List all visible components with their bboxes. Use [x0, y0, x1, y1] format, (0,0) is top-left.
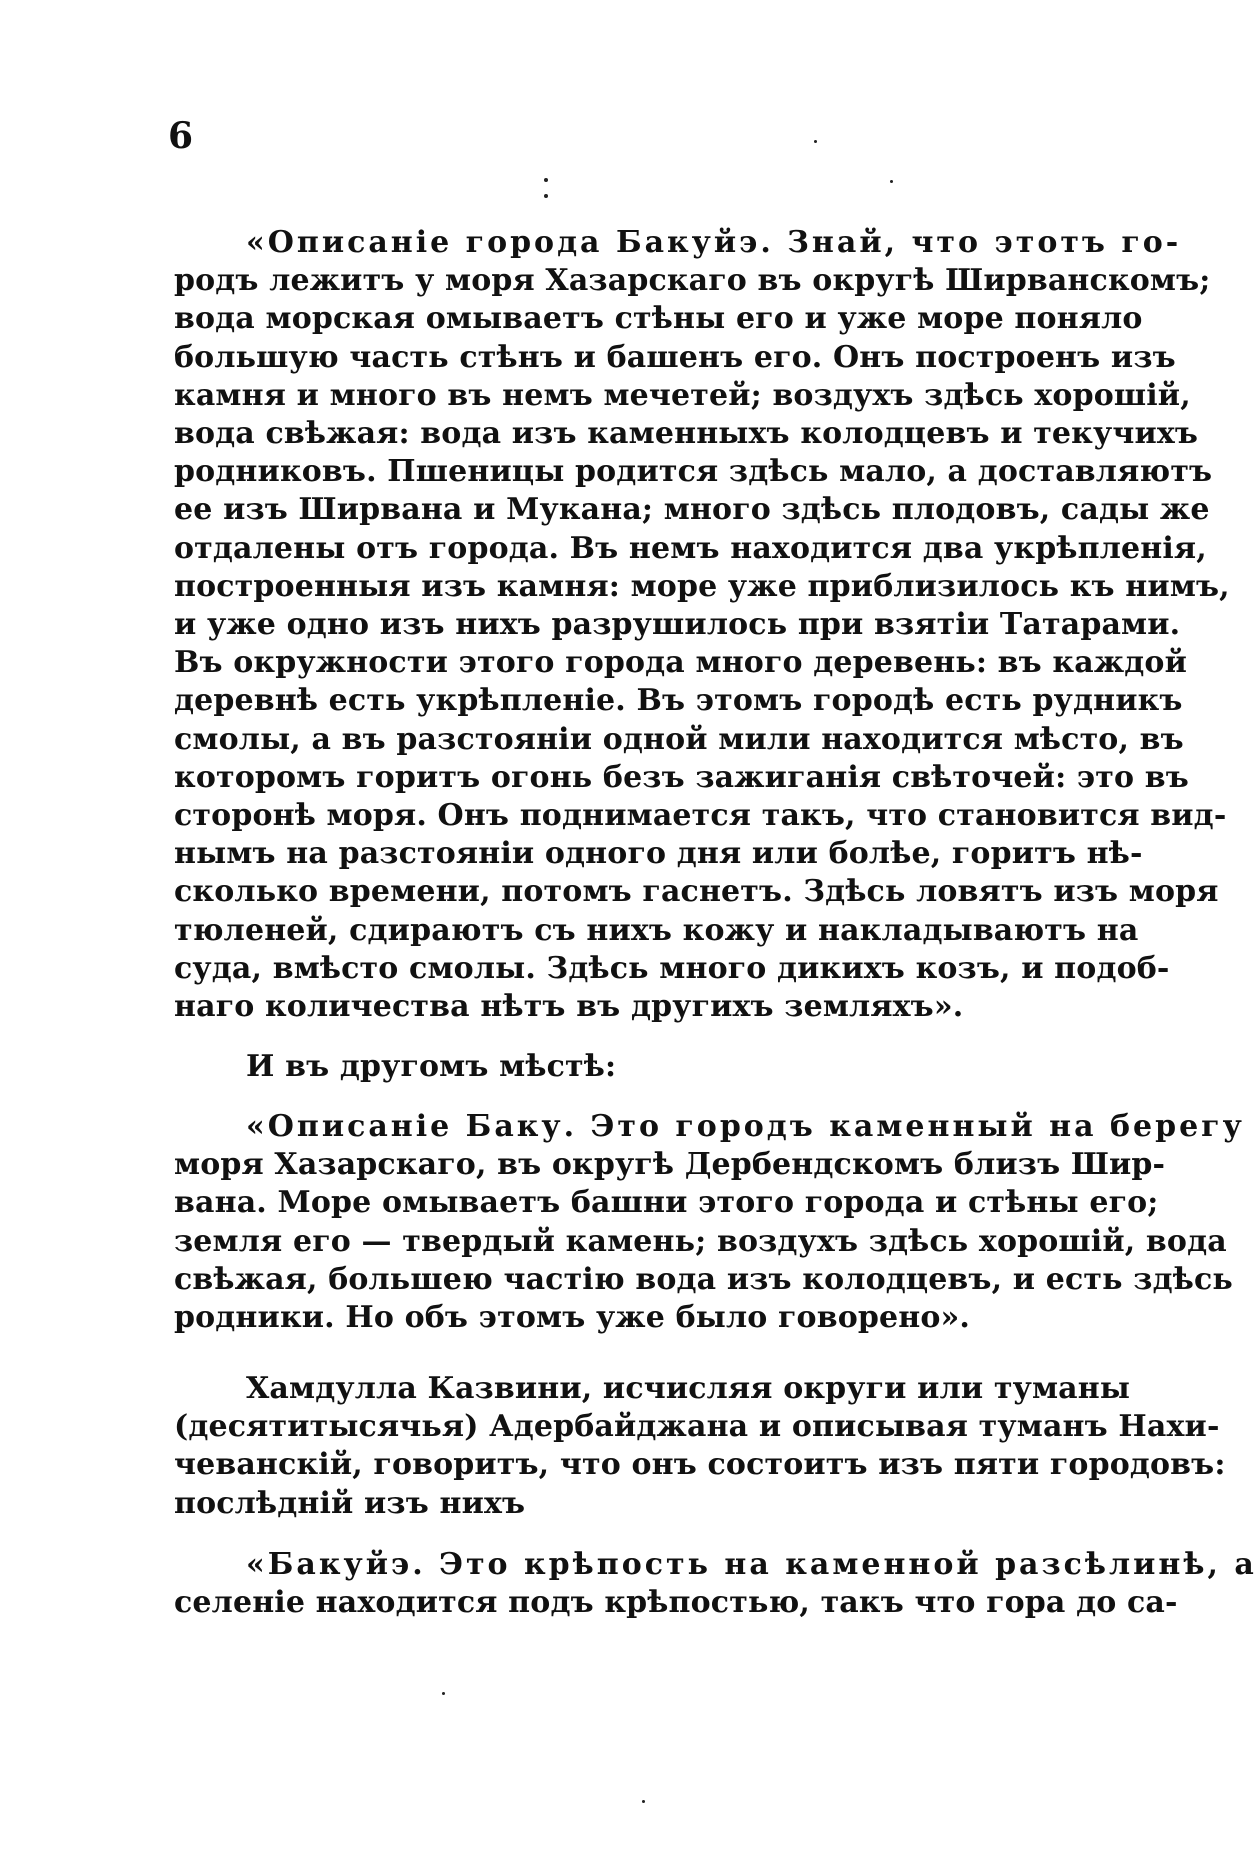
scan-speck: [642, 1800, 645, 1803]
text-line: родъ лежитъ у моря Хазарскаго въ округѣ Ширванскомъ;: [174, 263, 1211, 299]
text-line: наго количества нѣтъ въ другихъ земляхъ».: [174, 989, 964, 1025]
text-line: смолы, а въ разстояніи одной мили находится мѣсто, въ: [174, 721, 1184, 757]
text-line: вода свѣжая: вода изъ каменныхъ колодцевъ и текучихъ: [174, 416, 1199, 452]
text-line: суда, вмѣсто смолы. Здѣсь много дикихъ козъ, и подоб-: [174, 950, 1170, 986]
paragraph-hamdullah: [174, 1370, 1226, 1523]
text-line: камня и много въ немъ мечетей; воздухъ здѣсь хорошій,: [174, 377, 1191, 413]
text-line: родники. Но объ этомъ уже было говорено».: [174, 1300, 970, 1336]
text-line: И въ другомъ мѣстѣ:: [246, 1049, 617, 1084]
text-line: послѣдній изъ нихъ: [174, 1485, 526, 1521]
text-line: нымъ на разстояніи одного дня или болѣе, горитъ нѣ-: [174, 836, 1143, 872]
paragraph-bakuye-fortress: [174, 1546, 1257, 1622]
text-line: вода морская омываетъ стѣны его и уже море поняло: [174, 301, 1143, 337]
text-line: деревнѣ есть укрѣпленіе. Въ этомъ городѣ есть рудникъ: [174, 683, 1183, 719]
text-line: родниковъ. Пшеницы родится здѣсь мало, а доставляютъ: [174, 454, 1213, 490]
text-line: «Бакуйэ. Это крѣпость на каменной разсѣлинѣ, а: [246, 1547, 1257, 1582]
text-line: вана. Море омываетъ башни этого города и стѣны его;: [174, 1185, 1159, 1221]
text-line: «Описаніе Баку. Это городъ каменный на берегу: [246, 1109, 1245, 1144]
text-line: чеванскій, говоритъ, что онъ состоитъ изъ пяти городовъ:: [174, 1447, 1226, 1483]
text-line: отдалены отъ города. Въ немъ находится два укрѣпленія,: [174, 530, 1207, 566]
text-line: «Описаніе города Бакуйэ. Знай, что этотъ го-: [246, 225, 1182, 260]
text-line: построенныя изъ камня: море уже приблизилось къ нимъ,: [174, 568, 1230, 604]
scan-speck: [544, 194, 548, 198]
scan-speck: [814, 140, 817, 143]
text-line: большую часть стѣнъ и башенъ его. Онъ построенъ изъ: [174, 339, 1176, 375]
text-line: (десятитысячья) Адербайджана и описывая туманъ Нахи-: [174, 1409, 1220, 1445]
text-line: сколько времени, потомъ гаснетъ. Здѣсь ловятъ изъ моря: [174, 874, 1219, 910]
text-line: селеніе находится подъ крѣпостью, такъ что гора до са-: [174, 1585, 1178, 1621]
scan-speck: [890, 180, 893, 183]
text-line: Хамдулла Казвини, исчисляя округи или туманы: [246, 1371, 1131, 1406]
text-line: и уже одно изъ нихъ разрушилось при взятіи Татарами.: [174, 607, 1181, 643]
text-line: моря Хазарскаго, въ округѣ Дербендскомъ близъ Шир-: [174, 1147, 1166, 1183]
text-line: сторонѣ моря. Онъ поднимается такъ, что становится вид-: [174, 798, 1227, 834]
text-line: которомъ горитъ огонь безъ зажиганія свѣточей: это въ: [174, 759, 1189, 795]
scan-speck: [442, 1692, 445, 1695]
text-line: тюленей, сдираютъ съ нихъ кожу и накладываютъ на: [174, 912, 1139, 948]
text-line: Въ окружности этого города много деревень: въ каждой: [174, 645, 1187, 681]
text-line: свѣжая, большею частію вода изъ колодцевъ, и есть здѣсь: [174, 1261, 1233, 1297]
text-line: ее изъ Ширвана и Мукана; много здѣсь плодовъ, сады же: [174, 492, 1210, 528]
paragraph-another-place: [174, 1048, 1088, 1086]
text-line: земля его — твердый камень; воздухъ здѣсь хорошій, вода: [174, 1223, 1227, 1259]
page-number: 6: [168, 115, 194, 157]
paragraph-baku-description-1: [174, 224, 1230, 1026]
paragraph-baku-description-2: [174, 1108, 1245, 1337]
scan-speck: [544, 178, 548, 182]
